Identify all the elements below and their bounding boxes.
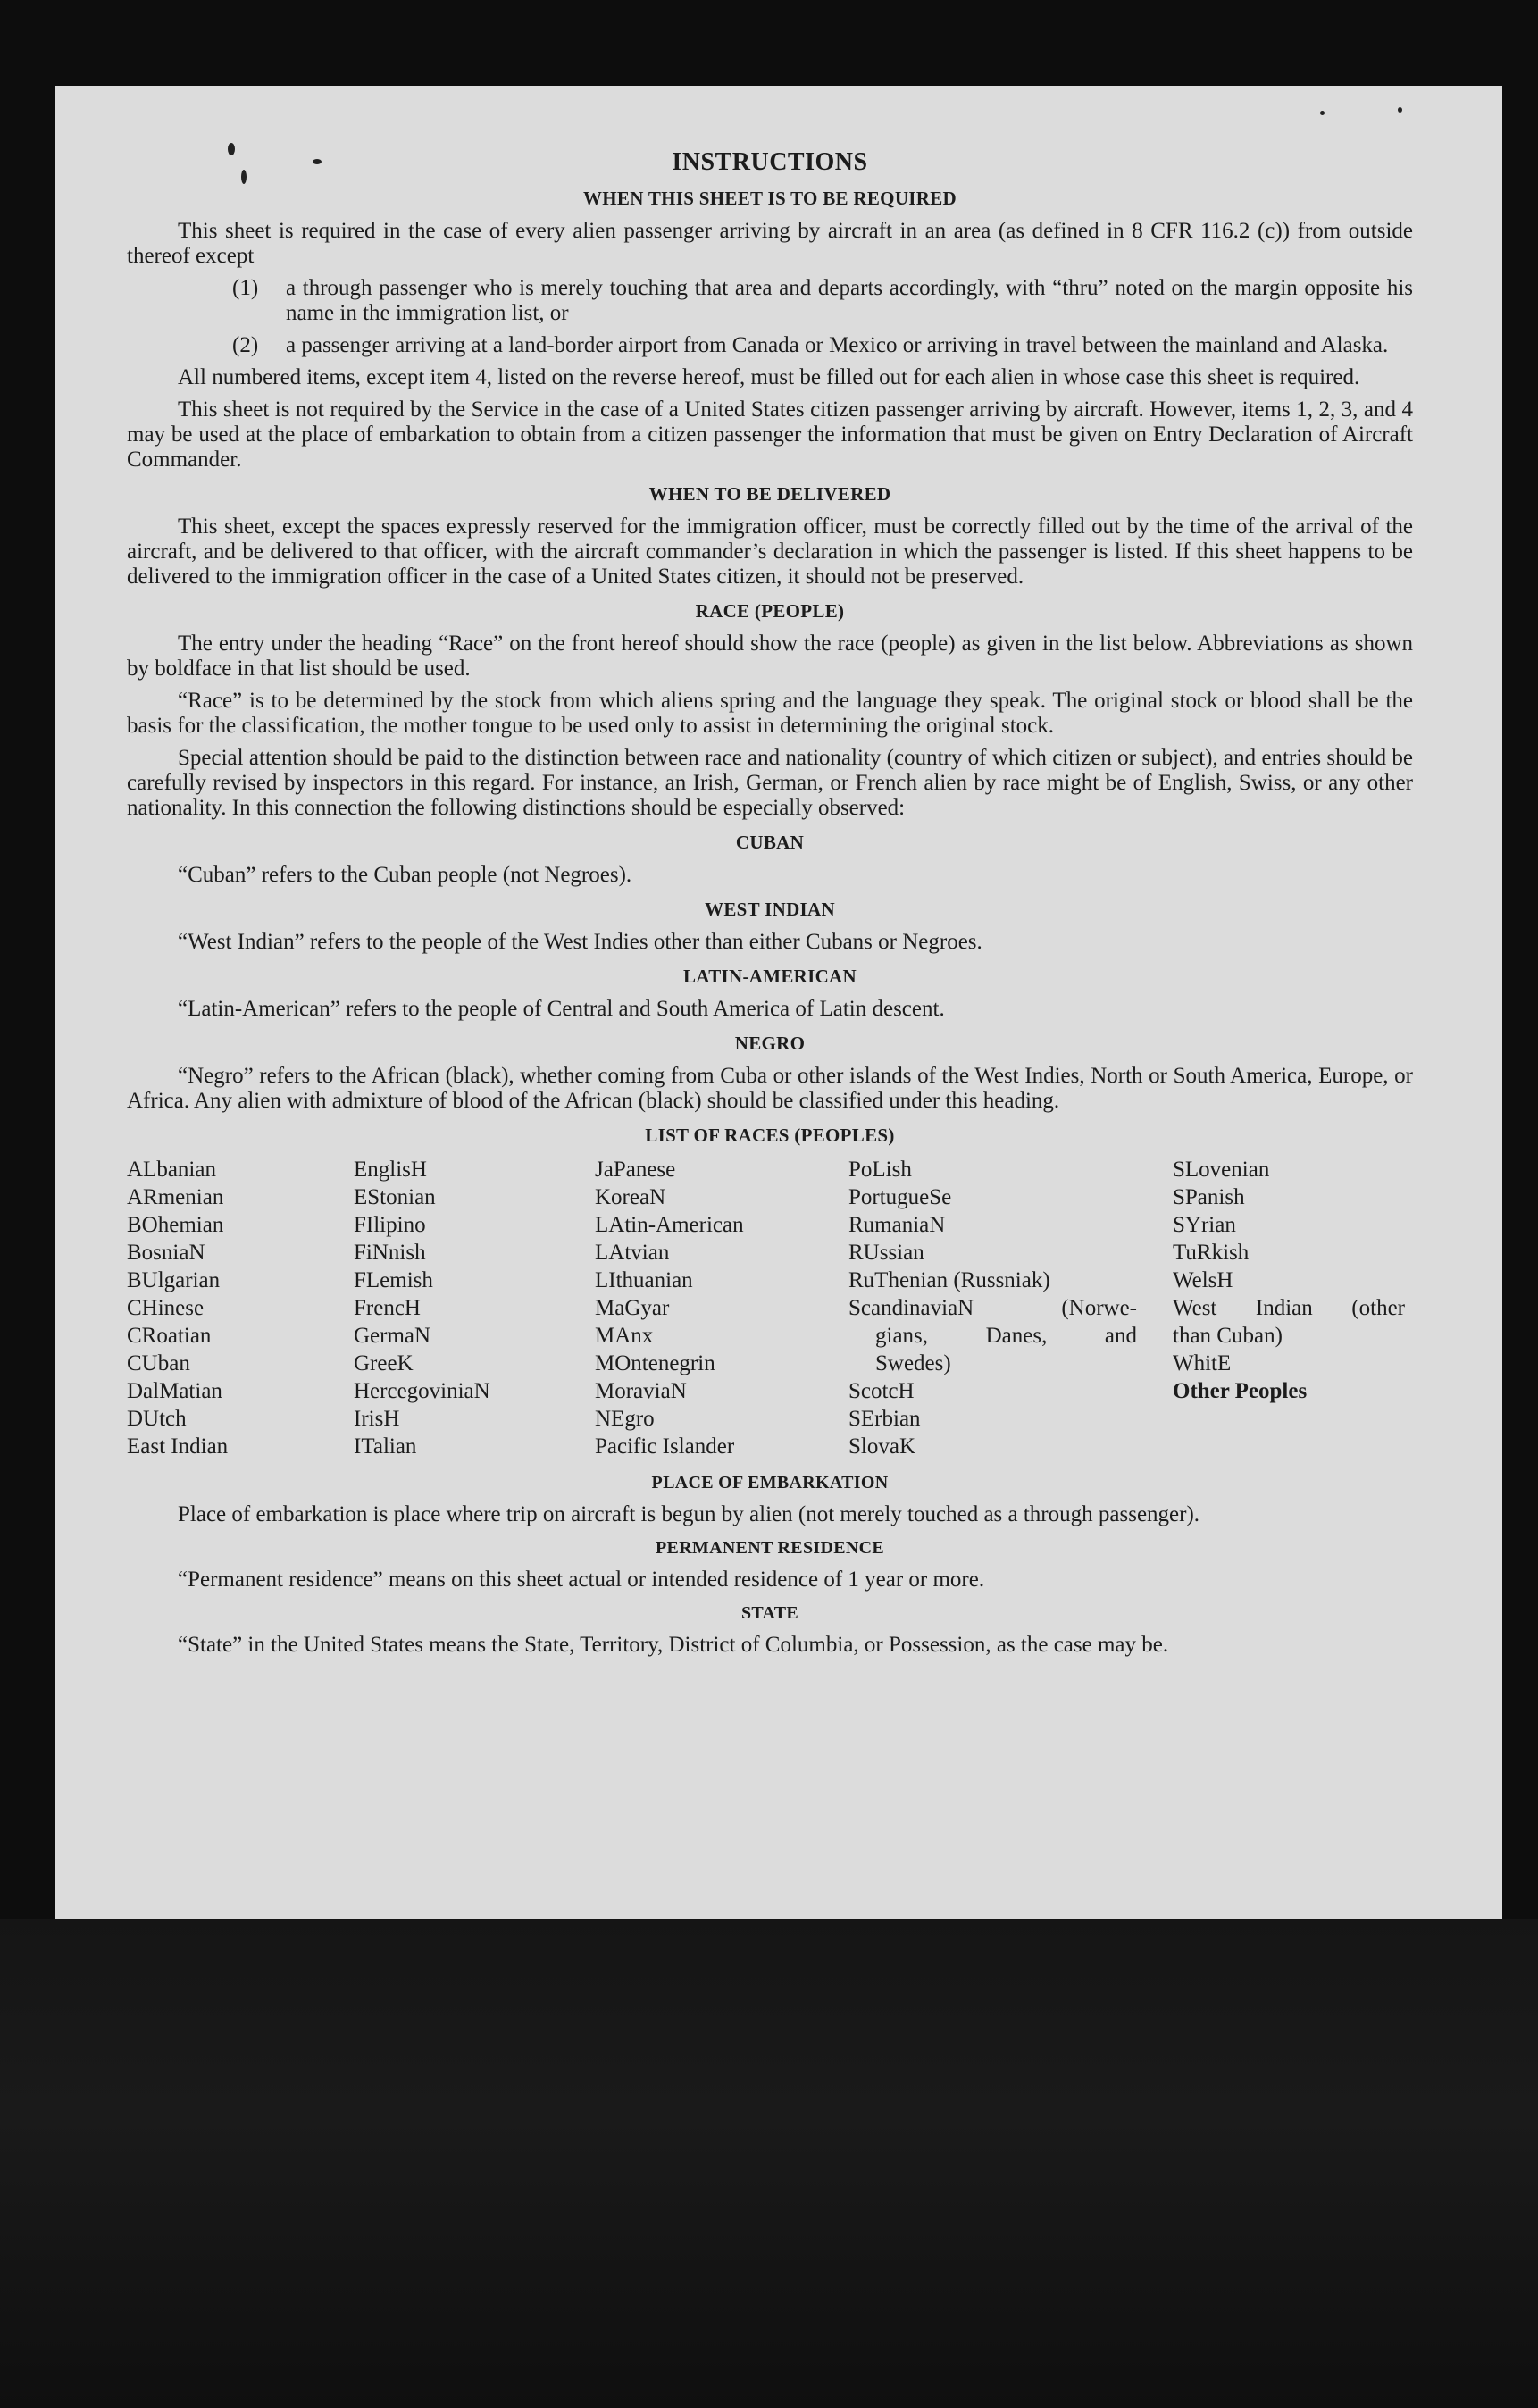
scan-background — [0, 1919, 1538, 2408]
race-entry: LAtin-American — [595, 1213, 744, 1237]
exception-item-1 — [127, 276, 1413, 326]
race-entry: DUtch — [127, 1407, 187, 1431]
race-entry: SlovaK — [848, 1434, 915, 1459]
delivered-paragraph: This sheet, except the spaces expressly reserved for the immigration officer, must be correctly filled out by the time of the arrival of the aircraft, and be delivered to that officer, with the aircraft commander’s declaration in which the passenger is listed. If this sheet happens to be delivered to the immigration officer in the case of a United States citizen, it should not be preserved. — [127, 514, 1413, 589]
heading-west-indian: WEST INDIAN — [705, 899, 835, 920]
race-entry-west-indian-line-1: West Indian (other — [1173, 1296, 1405, 1320]
race-entry: BosniaN — [127, 1241, 205, 1265]
race-entry: MoraviaN — [595, 1379, 687, 1403]
race-entry: MOntenegrin — [595, 1351, 715, 1375]
race-entry: ARmenian — [127, 1185, 224, 1209]
race-entry: GreeK — [354, 1351, 414, 1375]
race-entry: WhitE — [1173, 1351, 1232, 1375]
race-entry: GermaN — [354, 1324, 431, 1348]
races-column-3 — [595, 1156, 848, 1460]
race-entry: IrisH — [354, 1407, 400, 1431]
race-entry: CUban — [127, 1351, 190, 1375]
race-entry: FiNnish — [354, 1241, 426, 1265]
cuban-definition: “Cuban” refers to the Cuban people (not Negroes). — [178, 863, 632, 887]
exception-item-2 — [127, 333, 1413, 358]
race-paragraph-3: Special attention should be paid to the distinction between race and nationality (country of which citizen or subject), and entries should be carefully revised by inspectors in this regard. For instance, an Irish, German, or French alien by race might be of English, Swiss, or any other nationality. In this connection the following distinctions should be especially observed: — [127, 746, 1413, 820]
heading-list-of-races: LIST OF RACES (PEOPLES) — [645, 1125, 895, 1146]
race-entry: DalMatian — [127, 1379, 222, 1403]
race-entry: EStonian — [354, 1185, 436, 1209]
heading-cuban: CUBAN — [735, 832, 805, 853]
race-entry: FLemish — [354, 1268, 433, 1292]
race-entry-scandinavian-line-2: gians, Danes, and — [875, 1324, 1137, 1348]
race-entry: East Indian — [127, 1434, 229, 1459]
west-indian-definition: “West Indian” refers to the people of the West Indies other than either Cubans or Negroes. — [178, 930, 982, 954]
race-entry: ALbanian — [127, 1158, 216, 1182]
embarkation-definition: Place of embarkation is place where trip on aircraft is begun by alien (not merely touched as a through passenger). — [178, 1502, 1200, 1526]
race-entry: PoLish — [848, 1158, 912, 1182]
heading-race: RACE (PEOPLE) — [695, 600, 845, 622]
race-entry: Pacific Islander — [595, 1434, 735, 1459]
race-entry: MaGyar — [595, 1296, 670, 1320]
state-definition: “State” in the United States means the State, Territory, District of Columbia, or Possession, as the case may be. — [178, 1633, 1169, 1657]
race-entry: KoreaN — [595, 1185, 666, 1209]
race-entry: FrencH — [354, 1296, 421, 1320]
races-column-1 — [127, 1156, 354, 1460]
heading-required: WHEN THIS SHEET IS TO BE REQUIRED — [582, 188, 957, 209]
race-entry: SLovenian — [1173, 1158, 1270, 1182]
required-paragraph-3: This sheet is not required by the Service in the case of a United States citizen passenger arriving by aircraft. However, items 1, 2, 3, and 4 may be used at the place of embarkation to obtain from a citizen passenger the information that must be given on Entry Declaration of Aircraft Commander. — [127, 397, 1413, 472]
race-entry: RumaniaN — [848, 1213, 946, 1237]
race-entry: LAtvian — [595, 1241, 670, 1265]
race-entry: SErbian — [848, 1407, 921, 1431]
race-entry: SPanish — [1173, 1185, 1245, 1209]
race-entry: TuRkish — [1173, 1241, 1250, 1265]
page-title: INSTRUCTIONS — [672, 148, 868, 176]
race-entry: PortugueSe — [848, 1185, 952, 1209]
race-entry: ITalian — [354, 1434, 417, 1459]
item-text: a passenger arriving at a land-border airport from Canada or Mexico or arriving in travel between the mainland and Alaska. — [286, 333, 1389, 357]
document-page — [55, 86, 1502, 1919]
race-entry: ScotcH — [848, 1379, 915, 1403]
race-entry: BUlgarian — [127, 1268, 221, 1292]
race-entry: FIlipino — [354, 1213, 426, 1237]
item-number: (2) — [232, 333, 259, 357]
residence-definition: “Permanent residence” means on this sheet actual or intended residence of 1 year or more. — [178, 1568, 985, 1592]
race-entry-west-indian-line-2: than Cuban) — [1173, 1324, 1283, 1348]
race-entry: WelsH — [1173, 1268, 1233, 1292]
item-text: a through passenger who is merely touching that area and departs accordingly, with “thru” noted on the margin opposite his name in the immigration list, or — [286, 276, 1413, 325]
race-entry: RuThenian (Russniak) — [848, 1268, 1050, 1292]
race-entry: MAnx — [595, 1324, 654, 1348]
heading-latin-american: LATIN-AMERICAN — [683, 966, 857, 987]
race-entry: CRoatian — [127, 1324, 212, 1348]
race-entry: LIthuanian — [595, 1268, 693, 1292]
heading-permanent-residence: PERMANENT RESIDENCE — [656, 1538, 884, 1558]
heading-embarkation: PLACE OF EMBARKATION — [651, 1473, 889, 1492]
item-number: (1) — [232, 276, 259, 300]
race-entry: BOhemian — [127, 1213, 224, 1237]
race-entry-scandinavian-line-1: ScandinaviaN (Norwe- — [848, 1296, 1137, 1320]
heading-negro: NEGRO — [734, 1033, 806, 1054]
race-entry: SYrian — [1173, 1213, 1236, 1237]
race-paragraph-2: “Race” is to be determined by the stock from which aliens spring and the language they speak. The original stock or blood shall be the basis for the classification, the mother tongue to be used only to assist in determining the original stock. — [127, 689, 1413, 738]
heading-delivered: WHEN TO BE DELIVERED — [648, 483, 891, 505]
race-entry: EnglisH — [354, 1158, 427, 1182]
race-entry: HercegoviniaN — [354, 1379, 490, 1403]
races-list — [127, 1156, 1413, 1460]
race-paragraph-1: The entry under the heading “Race” on the front hereof should show the race (people) as given in the list below. Abbreviations as shown by boldface in that list should be used. — [127, 631, 1413, 681]
races-column-2 — [354, 1156, 595, 1460]
negro-definition: “Negro” refers to the African (black), whether coming from Cuba or other islands of the West Indies, North or South America, Europe, or Africa. Any alien with admixture of blood of the African (black) should be classified under this heading. — [127, 1064, 1413, 1113]
heading-state: STATE — [740, 1603, 799, 1623]
race-entry: RUssian — [848, 1241, 924, 1265]
races-column-5 — [1173, 1156, 1405, 1460]
races-column-4 — [848, 1156, 1173, 1460]
race-entry-scandinavian-line-3: Swedes) — [875, 1351, 951, 1375]
race-entry-other-peoples: Other Peoples — [1173, 1379, 1308, 1403]
race-entry: CHinese — [127, 1296, 205, 1320]
latin-american-definition: “Latin-American” refers to the people of Central and South America of Latin descent. — [178, 997, 945, 1021]
race-entry: NEgro — [595, 1407, 655, 1431]
required-paragraph-2: All numbered items, except item 4, listed on the reverse hereof, must be filled out for each alien in whose case this sheet is required. — [178, 365, 1360, 389]
required-intro: This sheet is required in the case of every alien passenger arriving by aircraft in an area (as defined in 8 CFR 116.2 (c)) from outside thereof except — [127, 219, 1413, 268]
race-entry: JaPanese — [595, 1158, 676, 1182]
